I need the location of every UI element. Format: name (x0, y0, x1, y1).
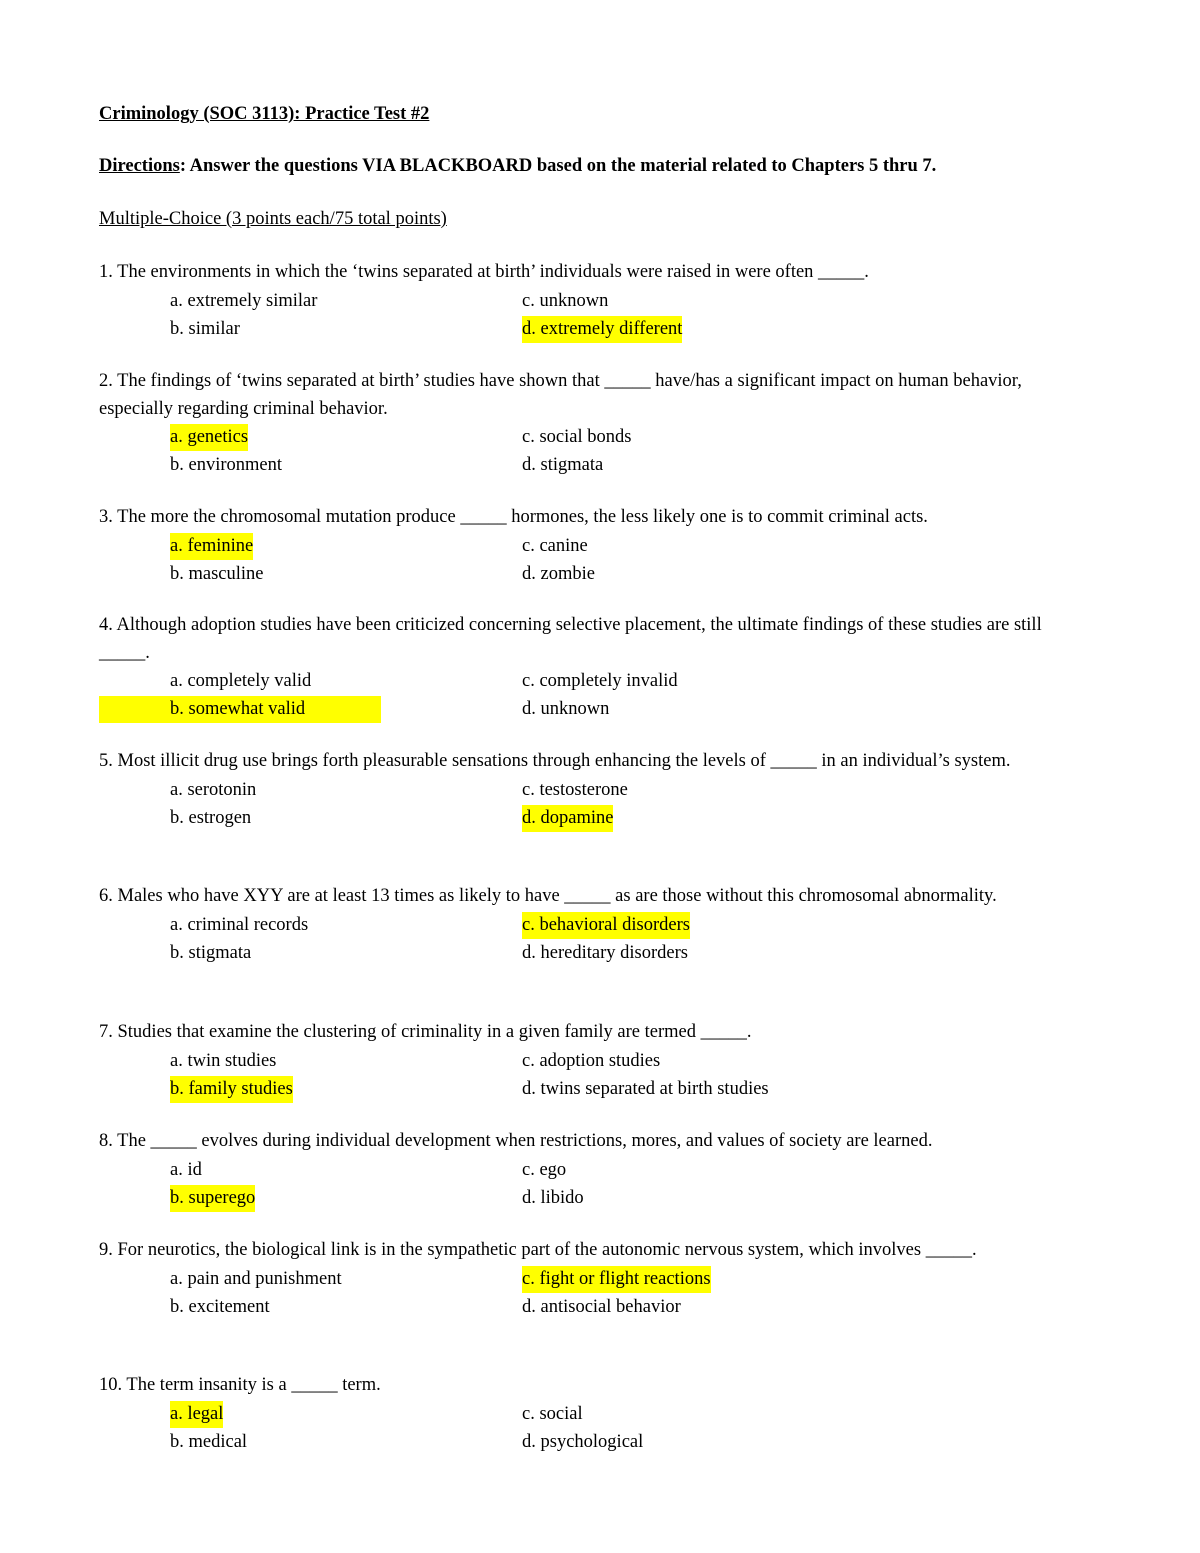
option-b: b. estrogen (170, 807, 252, 828)
question-7 (99, 1019, 1089, 1104)
options (99, 912, 1089, 968)
directions-text: : Answer the questions VIA BLACKBOARD based on the material related to Chapters 5 thru 7. (179, 156, 937, 176)
question-stem: 4. Although adoption studies have been criticized concerning selective placement, the ultimate findings of these studies are still _____. (99, 615, 1042, 663)
option-d: d. psychological (522, 1431, 644, 1452)
option-b: b. excitement (170, 1296, 270, 1317)
question-stem: 3. The more the chromosomal mutation produce _____ hormones, the less likely one is to commit criminal acts. (99, 507, 928, 527)
option-c: c. social bonds (522, 427, 632, 447)
option-a-highlighted: a. legal (170, 1401, 223, 1428)
option-a: a. completely valid (170, 671, 312, 691)
option-d: d. zombie (522, 563, 595, 584)
option-d: d. stigmata (522, 455, 604, 475)
option-b: b. similar (170, 318, 240, 339)
option-d-highlighted: d. extremely different (522, 316, 682, 343)
options (99, 1401, 1089, 1457)
question-stem: 6. Males who have XYY are at least 13 times as likely to have _____ as are those without this chromosomal abnormality. (99, 886, 997, 906)
option-a-highlighted: a. genetics (170, 424, 248, 451)
question-8 (99, 1128, 1089, 1213)
option-d: d. libido (522, 1187, 584, 1208)
options (99, 777, 1089, 833)
option-a: a. id (170, 1159, 202, 1180)
option-a: a. serotonin (170, 779, 257, 800)
options (99, 424, 1089, 480)
option-a: a. criminal records (170, 914, 309, 935)
option-d: d. antisocial behavior (522, 1296, 681, 1317)
question-stem: 7. Studies that examine the clustering of criminality in a given family are termed _____. (99, 1022, 752, 1042)
section-title: Multiple-Choice (3 points each/75 total points) (99, 209, 447, 229)
option-a: a. pain and punishment (170, 1268, 342, 1289)
question-4 (99, 612, 1089, 724)
option-c: c. unknown (522, 290, 609, 311)
options (99, 288, 1089, 344)
option-a: a. twin studies (170, 1050, 277, 1071)
page-title: Criminology (SOC 3113): Practice Test #2 (99, 104, 430, 124)
options (99, 668, 1089, 724)
option-b-highlighted: b. family studies (170, 1076, 293, 1103)
options (99, 1266, 1089, 1322)
question-10 (99, 1372, 1089, 1457)
question-stem: 5. Most illicit drug use brings forth pleasurable sensations through enhancing the levels of _____ in an individual’s system. (99, 751, 1011, 771)
option-c: c. canine (522, 535, 588, 556)
question-stem: 8. The _____ evolves during individual development when restrictions, mores, and values of society are learned. (99, 1131, 933, 1151)
question-3 (99, 504, 1089, 589)
question-stem: 1. The environments in which the ‘twins separated at birth’ individuals were raised in were often _____. (99, 262, 869, 282)
option-a-highlighted: a. feminine (170, 533, 253, 560)
option-b: b. environment (170, 455, 283, 475)
options (99, 1157, 1089, 1213)
option-d: d. twins separated at birth studies (522, 1078, 769, 1099)
question-9 (99, 1237, 1089, 1322)
option-a: a. extremely similar (170, 290, 318, 311)
options (99, 1048, 1089, 1104)
question-stem: 9. For neurotics, the biological link is in the sympathetic part of the autonomic nervous system, which involves _____. (99, 1240, 977, 1260)
question-stem: 2. The findings of ‘twins separated at birth’ studies have shown that _____ have/has a significant impact on human behavior, especially regarding criminal behavior. (99, 371, 1022, 419)
directions (99, 153, 936, 181)
question-5 (99, 748, 1089, 833)
options (99, 533, 1089, 589)
option-d: d. hereditary disorders (522, 942, 688, 963)
question-1 (99, 259, 1089, 344)
question-6 (99, 883, 1089, 968)
option-b: b. masculine (170, 563, 264, 584)
option-c: c. testosterone (522, 779, 628, 800)
option-d: d. unknown (522, 699, 610, 719)
option-d-highlighted: d. dopamine (522, 805, 613, 832)
option-c: c. adoption studies (522, 1050, 661, 1071)
option-c: c. completely invalid (522, 671, 678, 691)
question-stem: 10. The term insanity is a _____ term. (99, 1375, 381, 1395)
directions-label: Directions (99, 156, 180, 176)
option-c-highlighted: c. fight or flight reactions (522, 1266, 711, 1293)
option-b: b. medical (170, 1431, 248, 1452)
question-2 (99, 368, 1089, 480)
option-c: c. ego (522, 1159, 567, 1180)
option-c: c. social (522, 1403, 583, 1424)
option-c-highlighted: c. behavioral disorders (522, 912, 690, 939)
option-b-highlighted: b. superego (170, 1185, 255, 1212)
option-b: b. stigmata (170, 942, 252, 963)
option-b-highlighted: b. somewhat valid (99, 696, 381, 723)
